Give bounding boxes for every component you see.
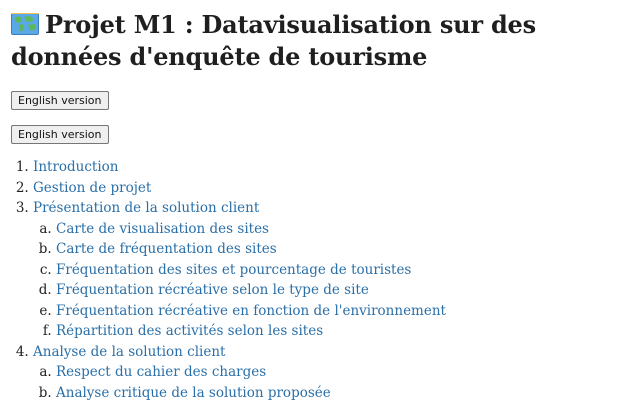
toc-link-analyse[interactable]: Analyse de la solution client: [33, 343, 226, 360]
toc-link-gestion-de-projet[interactable]: Gestion de projet: [33, 179, 152, 196]
toc-link-presentation[interactable]: Présentation de la solution client: [33, 200, 260, 216]
toc-link-frequentation-type-site[interactable]: Fréquentation récréative selon le type de site: [56, 282, 369, 298]
toc-link-frequentation-environnement[interactable]: Fréquentation récréative en fonction de l'environnement: [56, 302, 446, 319]
toc-subitem: [56, 301, 446, 322]
toc-item-introduction: [33, 157, 446, 178]
toc-link-carte-frequentation[interactable]: Carte de fréquentation des sites: [56, 241, 277, 257]
toc-subitem: [56, 362, 446, 383]
english-version-button-secondary[interactable]: English version: [11, 125, 109, 144]
toc-sublist-presentation: [33, 219, 446, 342]
page-title: [11, 9, 631, 73]
toc-link-carte-visualisation[interactable]: Carte de visualisation des sites: [56, 220, 269, 237]
toc-link-repartition-activites[interactable]: Répartition des activités selon les sites: [56, 323, 324, 339]
toc-link-respect-cahier[interactable]: Respect du cahier des charges: [56, 364, 267, 380]
toc-subitem: [56, 321, 446, 342]
english-version-button[interactable]: English version: [11, 91, 109, 110]
world-map-icon: [11, 13, 39, 35]
toc-item-gestion-de-projet: [33, 178, 446, 199]
toc-sublist-analyse: [33, 362, 446, 400]
toc-subitem: [56, 280, 446, 301]
toc-link-analyse-critique[interactable]: Analyse critique de la solution proposée: [56, 384, 331, 400]
toc-link-frequentation-pourcentage[interactable]: Fréquentation des sites et pourcentage de touristes: [56, 261, 412, 278]
toc-subitem: [56, 239, 446, 260]
toc-subitem: [56, 260, 446, 281]
toc-link-introduction[interactable]: Introduction: [33, 159, 119, 175]
toc-item-analyse: [33, 342, 446, 400]
toc-subitem: [56, 383, 446, 400]
toc-subitem: [56, 219, 446, 240]
toc-item-presentation: [33, 198, 446, 342]
page-title-text: Projet M1 : Datavisualisation sur des données d'enquête de tourisme: [11, 10, 536, 71]
table-of-contents: [0, 157, 446, 400]
